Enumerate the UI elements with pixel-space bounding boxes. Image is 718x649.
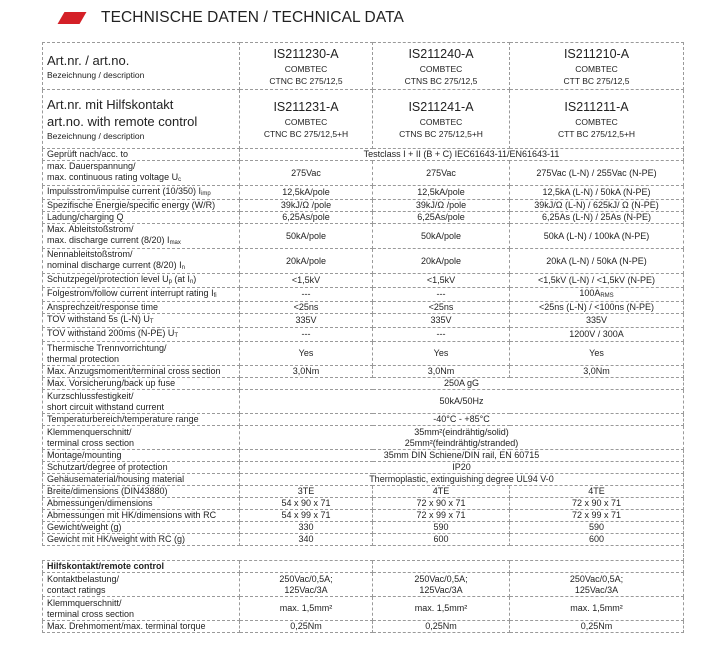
label-line: Nennableitstoßstrom/ [47, 249, 133, 259]
label-line: Kurzschlussfestigkeit/ [47, 390, 134, 401]
table-row [43, 249, 684, 274]
spec-value: 3TE [240, 486, 373, 498]
spec-value: 20kA/pole [240, 249, 373, 274]
label-text: TOV withstand 5s (L-N) U [47, 314, 150, 324]
label-text: Impulsstrom/impulse current (10/350) I [47, 186, 202, 196]
spec-value: 20kA/pole [373, 249, 510, 274]
label-line: Klemmquerschnitt/ [47, 597, 122, 608]
article-number: IS211241-A [408, 99, 474, 114]
value-line: 25mm²(feindrähtig/stranded) [404, 437, 519, 448]
spec-value: 50kA (L-N) / 100kA (N-PE) [510, 224, 684, 249]
label-description: Bezeichnung / description [47, 69, 145, 80]
label-subscript: p [168, 279, 172, 285]
value-line: 125Vac/3A [574, 584, 619, 595]
label-text: nominal discharge current (8/20) I [47, 260, 182, 270]
value-line: 125Vac/3A [284, 584, 328, 595]
spec-value: 335V [240, 314, 373, 328]
spec-label [43, 314, 240, 328]
brand: COMBTEC [284, 63, 328, 74]
spacer-cell [510, 546, 684, 561]
spec-value: 1200V / 300A [510, 328, 684, 342]
spec-value: 6,25As/pole [240, 212, 373, 224]
spec-value: 340 [240, 534, 373, 546]
spec-label: Gehäusematerial/housing material [43, 474, 240, 486]
spec-label: Max. Drehmoment/max. terminal torque [43, 621, 240, 633]
spec-label [43, 249, 240, 274]
table-row [43, 474, 684, 486]
label-subscript: T [174, 333, 179, 339]
row-label [43, 90, 240, 149]
spec-label [43, 224, 240, 249]
spec-label [43, 288, 240, 302]
spec-value: Yes [240, 342, 373, 366]
product-cell [240, 90, 373, 149]
label-line: thermal protection [47, 353, 120, 364]
spec-value [240, 426, 684, 450]
table-row [43, 414, 684, 426]
table-row [43, 328, 684, 342]
value-line: 125Vac/3A [419, 584, 463, 595]
label-line [47, 172, 235, 185]
brand: COMBTEC [284, 116, 328, 127]
spec-label [43, 573, 240, 597]
spec-value: 54 x 99 x 71 [240, 510, 373, 522]
brand: COMBTEC [419, 116, 463, 127]
spec-value: 0,25Nm [510, 621, 684, 633]
spec-value: 0,25Nm [240, 621, 373, 633]
spec-value: 275Vac [240, 161, 373, 186]
page-title: TECHNISCHE DATEN / TECHNICAL DATA [101, 9, 404, 26]
spec-label [43, 161, 240, 186]
spec-label: Breite/dimensions (DIN43880) [43, 486, 240, 498]
table-row [43, 426, 684, 450]
label-text: max. continuous rating voltage U [47, 172, 179, 182]
table-row [43, 510, 684, 522]
spec-value: 330 [240, 522, 373, 534]
spec-value: --- [373, 328, 510, 342]
spec-value: 50kA/pole [373, 224, 510, 249]
table-row [43, 161, 684, 186]
spec-value [240, 573, 373, 597]
label-text: Schutzpegel/protection level U [47, 274, 169, 284]
spec-label [43, 186, 240, 200]
value-line: 250Vac/0,5A; [569, 573, 624, 584]
table-row-article-number-remote [43, 90, 684, 149]
spec-value [240, 561, 373, 573]
table-row [43, 288, 684, 302]
spec-label [43, 390, 240, 414]
spec-label [43, 274, 240, 288]
spec-value: 0,25Nm [373, 621, 510, 633]
spec-value: Yes [373, 342, 510, 366]
spec-label: Abmessungen/dimensions [43, 498, 240, 510]
table-row [43, 522, 684, 534]
table-row [43, 212, 684, 224]
article-number: IS211230-A [273, 46, 339, 61]
spec-value: <25ns (L-N) / <100ns (N-PE) [510, 302, 684, 314]
spec-value: Testclass I + II (B + C) IEC61643-11/EN61643-11 [240, 149, 684, 161]
spec-label: Abmessungen mit HK/dimensions with RC [43, 510, 240, 522]
spec-label: Gewicht mit HK/weight with RC (g) [43, 534, 240, 546]
table-row [43, 224, 684, 249]
spec-value: 600 [510, 534, 684, 546]
label-subscript: T [149, 319, 154, 325]
label-line: Kontaktbelastung/ [47, 573, 120, 584]
spec-value: Thermoplastic, extinguishing degree UL94 V-0 [240, 474, 684, 486]
description: CTNS BC 275/12,5 [404, 75, 478, 86]
value-line: 250Vac/0,5A; [279, 573, 333, 584]
label-subscript: imp [201, 191, 211, 197]
spec-value [510, 561, 684, 573]
table-row [43, 200, 684, 212]
spec-label: Schutzart/degree of protection [43, 462, 240, 474]
spec-label: Spezifische Energie/specific energy (W/R) [43, 200, 240, 212]
table-row [43, 486, 684, 498]
spec-label [43, 426, 240, 450]
label-line: Max. Ableitstoßstrom/ [47, 224, 134, 234]
label-line: Klemmenquerschnitt/ [47, 426, 132, 437]
spec-label [43, 597, 240, 621]
label-line: terminal cross section [47, 608, 135, 619]
label-description: Bezeichnung / description [47, 131, 145, 141]
spec-label: Geprüft nach/acc. to [43, 149, 240, 161]
value-line: 250Vac/0,5A; [414, 573, 468, 584]
label-text: ) [193, 274, 197, 284]
spec-value: max. 1,5mm² [240, 597, 373, 621]
table-row [43, 597, 684, 621]
table-row-section-remote [43, 561, 684, 573]
table-row [43, 573, 684, 597]
spec-value: 250A gG [240, 378, 684, 390]
spec-value [510, 573, 684, 597]
spec-value: <1,5kV [373, 274, 510, 288]
description: CTT BC 275/12,5+H [557, 128, 636, 139]
spec-value: 39kJ/Ω /pole [373, 200, 510, 212]
label-subscript: c [178, 177, 182, 183]
table-row [43, 366, 684, 378]
spec-value [373, 561, 510, 573]
spec-value: 54 x 90 x 71 [240, 498, 373, 510]
label-text: (at I [171, 274, 190, 284]
table-row [43, 462, 684, 474]
spec-label: Temperaturbereich/temperature range [43, 414, 240, 426]
page-header [57, 6, 404, 30]
spec-value [373, 573, 510, 597]
label-text: Folgestrom/follow current interrupt rating I [47, 288, 214, 298]
table-row [43, 621, 684, 633]
spec-label: Max. Vorsicherung/back up fuse [43, 378, 240, 390]
spec-value: 335V [510, 314, 684, 328]
table-row [43, 342, 684, 366]
table-row [43, 498, 684, 510]
spec-value: -40°C - +85°C [240, 414, 684, 426]
label-line: contact ratings [47, 584, 106, 595]
spec-value: 335V [373, 314, 510, 328]
table-row [43, 378, 684, 390]
table-row [43, 314, 684, 328]
label-line: short circuit withstand current [47, 401, 165, 412]
label-subscript: n [181, 265, 185, 271]
description: CTNS BC 275/12,5+H [399, 128, 483, 139]
spec-value: Yes [510, 342, 684, 366]
spec-value: --- [373, 288, 510, 302]
table-row [43, 390, 684, 414]
spec-value: max. 1,5mm² [510, 597, 684, 621]
spec-value: max. 1,5mm² [373, 597, 510, 621]
table-row [43, 186, 684, 200]
spec-label: Ladung/charging Q [43, 212, 240, 224]
spec-value: 3,0Nm [240, 366, 373, 378]
article-number: IS211210-A [563, 46, 630, 61]
spec-label: Gewicht/weight (g) [43, 522, 240, 534]
spec-value: 12,5kA/pole [373, 186, 510, 200]
table-row [43, 302, 684, 314]
spec-value: 600 [373, 534, 510, 546]
product-cell [373, 90, 510, 149]
spec-value: --- [240, 328, 373, 342]
table-row [43, 274, 684, 288]
product-cell [373, 43, 510, 90]
article-number: IS211231-A [273, 99, 339, 114]
spec-value: <1,5kV [240, 274, 373, 288]
product-cell [510, 43, 684, 90]
technical-data-table [42, 42, 684, 633]
spec-value: 39kJ/Ω (L-N) / 625kJ/ Ω (N-PE) [510, 200, 684, 212]
value-text: 100A [579, 288, 601, 298]
spec-value: 50kA/50Hz [240, 390, 684, 414]
label-subscript: n [189, 279, 194, 285]
label-art-no-remote-de: Art.nr. mit Hilfskontakt [47, 97, 174, 112]
row-label [43, 43, 240, 90]
table-spacer-row [43, 546, 684, 561]
label-subscript: max [169, 240, 181, 246]
spec-value: 35mm DIN Schiene/DIN rail, EN 60715 [240, 450, 684, 462]
spec-value: 4TE [373, 486, 510, 498]
section-title: Hilfskontakt/remote control [43, 561, 240, 573]
brand-logo-icon [58, 12, 87, 24]
product-cell [240, 43, 373, 90]
table-row [43, 534, 684, 546]
spec-value: <25ns [240, 302, 373, 314]
label-subscript: fi [213, 293, 217, 299]
spec-value: 4TE [510, 486, 684, 498]
label-line [47, 260, 235, 273]
label-line: terminal cross section [47, 437, 135, 448]
spec-value: 20kA (L-N) / 50kA (N-PE) [510, 249, 684, 274]
brand: COMBTEC [419, 63, 463, 74]
spec-value: 12,5kA (L-N) / 50kA (N-PE) [510, 186, 684, 200]
table-row-article-number [43, 43, 684, 90]
value-line: 35mm²(eindrähtig/solid) [414, 426, 509, 437]
spec-value: 590 [510, 522, 684, 534]
label-text: TOV withstand 200ms (N-PE) U [47, 328, 175, 338]
spec-label: Ansprechzeit/response time [43, 302, 240, 314]
spec-value: 6,25As (L-N) / 25As (N-PE) [510, 212, 684, 224]
spec-value: 12,5kA/pole [240, 186, 373, 200]
spec-value: 72 x 99 x 71 [510, 510, 684, 522]
description: CTT BC 275/12,5 [563, 75, 630, 86]
spec-value: 72 x 90 x 71 [373, 498, 510, 510]
label-art-no-remote-en: art.no. with remote control [47, 114, 198, 129]
spec-value: 590 [373, 522, 510, 534]
spec-value: IP20 [240, 462, 684, 474]
spec-value: --- [240, 288, 373, 302]
spec-value: 3,0Nm [373, 366, 510, 378]
spec-value: 275Vac (L-N) / 255Vac (N-PE) [510, 161, 684, 186]
spec-value: 39kJ/Ω /pole [240, 200, 373, 212]
table-row [43, 450, 684, 462]
spec-label: Montage/mounting [43, 450, 240, 462]
spec-value: 275Vac [373, 161, 510, 186]
product-cell [510, 90, 684, 149]
brand: COMBTEC [575, 116, 618, 127]
table-row [43, 149, 684, 161]
label-line: max. Dauerspannung/ [47, 161, 136, 171]
label-line: Thermische Trennvorrichtung/ [47, 342, 167, 353]
spec-value: 72 x 90 x 71 [510, 498, 684, 510]
description: CTNC BC 275/12,5 [269, 75, 343, 86]
spec-value: 6,25As/pole [373, 212, 510, 224]
label-art-no: Art.nr. / art.no. [47, 52, 130, 68]
spec-value: 72 x 99 x 71 [373, 510, 510, 522]
description: CTNC BC 275/12,5+H [263, 128, 349, 139]
spec-value: <25ns [373, 302, 510, 314]
spec-value: 50kA/pole [240, 224, 373, 249]
spec-label [43, 328, 240, 342]
spec-label [43, 342, 240, 366]
spacer-cell [43, 546, 510, 561]
label-text: max. discharge current (8/20) I [47, 235, 170, 245]
article-number: IS211211-A [564, 99, 629, 114]
label-line [47, 235, 235, 248]
value-subscript: RMS [600, 293, 614, 299]
spec-label: Max. Anzugsmoment/terminal cross section [43, 366, 240, 378]
spec-value [510, 288, 684, 302]
spec-value: <1,5kV (L-N) / <1,5kV (N-PE) [510, 274, 684, 288]
article-number: IS211240-A [408, 46, 474, 61]
brand: COMBTEC [575, 63, 618, 74]
spec-value: 3,0Nm [510, 366, 684, 378]
